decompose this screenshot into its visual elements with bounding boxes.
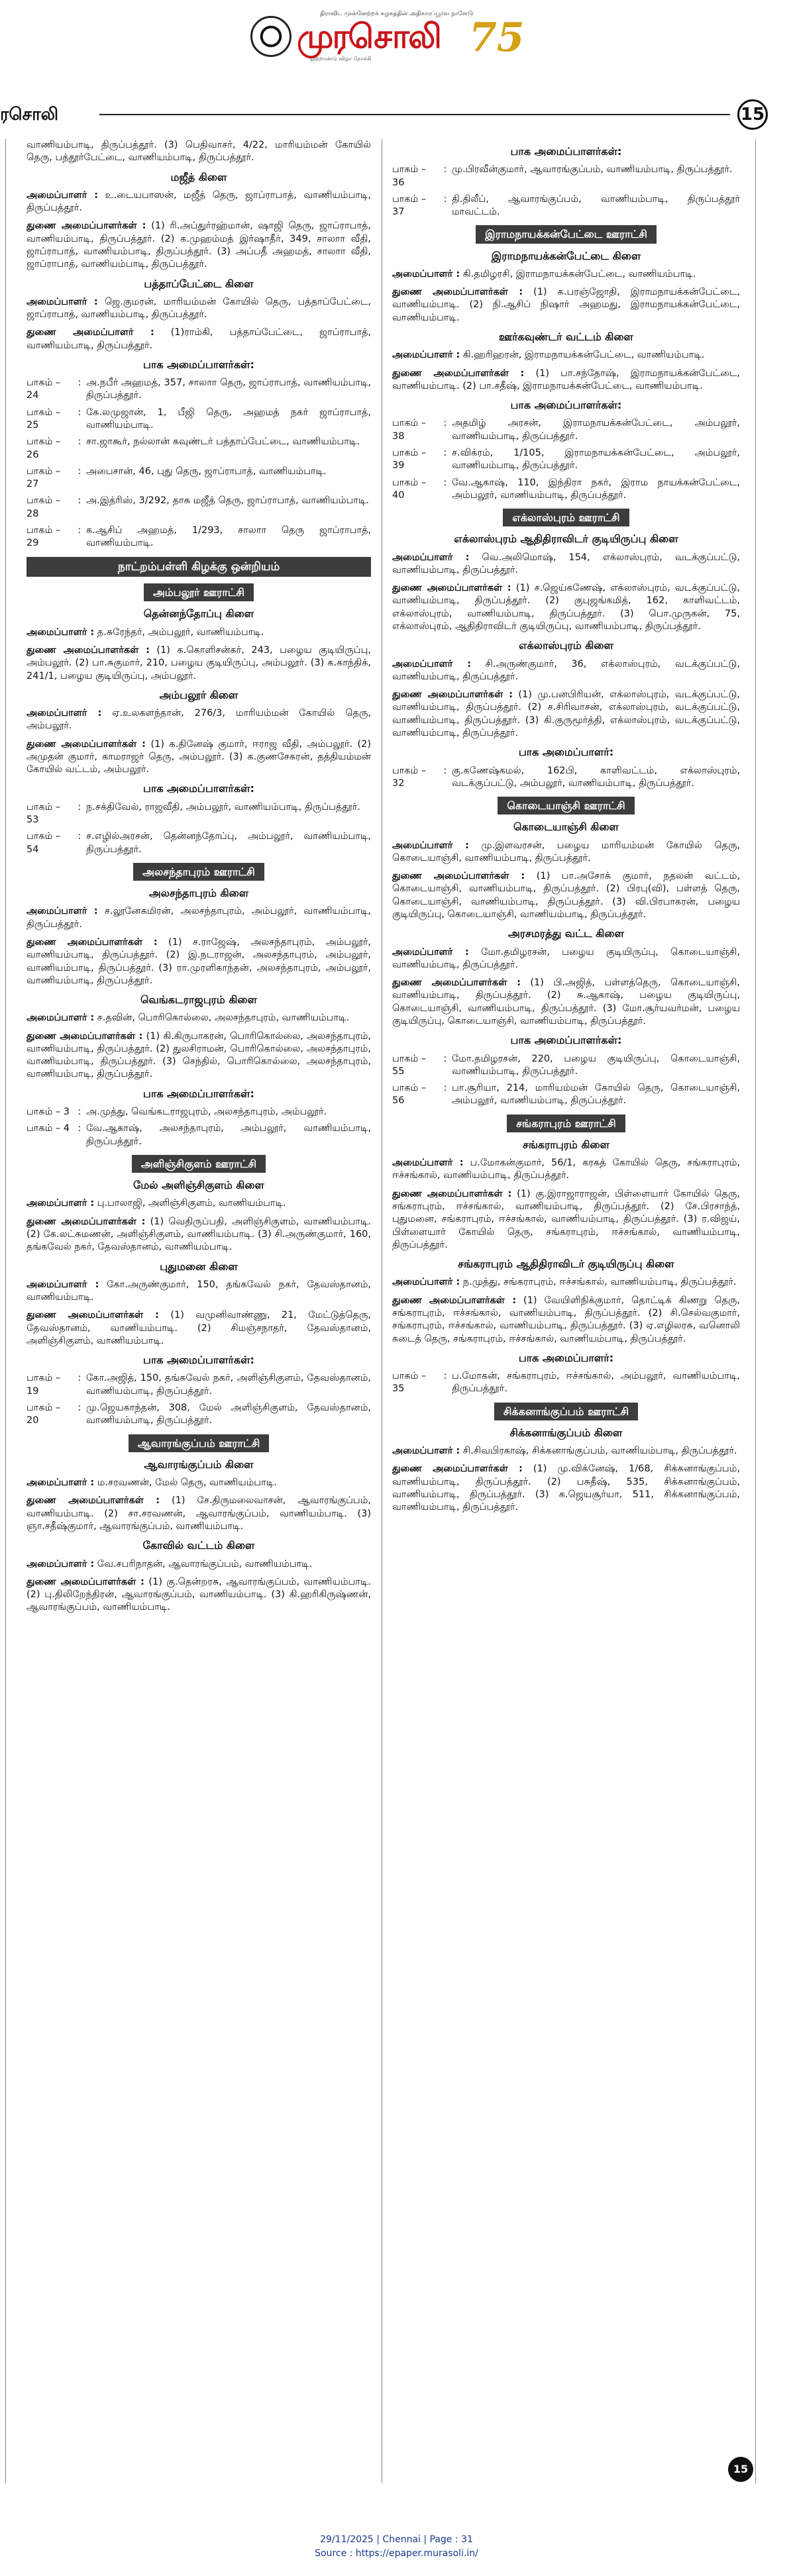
paragraph: அமைப்பாளர் : கி.ஹரிஹரன், இராமநாயக்கன்பேட்டை, வாணியம்பாடி. [392, 350, 705, 361]
paragraph: துணை அமைப்பாளர்கள் : (1) வமுனிவாண்ணு, 21, மேட்டுத்தெரு, தேவஸ்தானம், வாணியம்பாடி. (2) சிமஞ்சநாதர், தேவஸ்தானம், அளிஞ்சிகுளம், வாணியம்பாடி. [26, 1310, 371, 1346]
paragraph: அமைப்பாளர் : கோ.அருண்குமார், 150, தங்கவேல் நகர், தேவஸ்தானம், வாணியம்பாடி. [26, 1279, 371, 1303]
footer [0, 2533, 793, 2561]
branch-heading: கோவில் வட்டம் கிளை [142, 1539, 255, 1552]
paragraph: அமைப்பாளர் : ப.மோகன்குமார், 56/1, கரகத் கோயில் தெரு, சங்கராபுரம், ஈச்சங்கால், வாணியம்பாடி, திருப்பத்தூர். [392, 1158, 740, 1181]
panchayat-heading: அளிஞ்சிகுளம் ஊராட்சி [132, 1155, 266, 1173]
paragraph: அமைப்பாளர் : சி.சிவபிரகாஷ், சிக்கனாங்குப்பம், வாணியம்பாடி, திருப்பத்தூர். [392, 1446, 737, 1457]
list-item: பாகம் – 39 : ச.விக்ரம், 1/105, இராமநாயக்கன்பேட்டை, அம்பலூர், வாணியம்பாடி, திருப்பத்தூர். [392, 447, 740, 471]
booth-heading: பாக அமைப்பாளர்கள்: [143, 1354, 254, 1367]
branch-heading: வெங்கடராஜபுரம் கிளை [140, 993, 258, 1007]
paragraph: துணை அமைப்பாளர்கள் : (1) பா.அசோக் குமார், நதலன் வட்டம், கொடையாஞ்சி, வாணியம்பாடி, திருப்பத்தூர். (2) பிரபு(வி), பள்ளத் தெரு, கொடையாஞ்சி, வாணியம்பாடி, திருப்பத்தூர். (3) வி.பிரபாகரன், பழைய குடியிருப்பு, கொடையாஞ்சி, வாணியம்பாடி, திருப்பத்தூர். [392, 871, 740, 920]
paragraph: துணை அமைப்பாளர்கள் : (1) மு.பனபிரியன், எக்லாஸ்புரம், வடக்குப்பட்டு, வாணியம்பாடி, திருப்பத்தூர். (2) ச.சிரிவாசன், எக்லாஸ்புரம், வடக்குப்பட்டு, வாணியம்பாடி, திருப்பத்தூர். (3) கி.குருமூர்த்தி, எக்லாஸ்புரம், வடக்குப்பட்டு, வாணியம்பாடி, திருப்பத்தூர். [392, 689, 740, 738]
header-rule [99, 114, 730, 115]
branch-heading: மஜீத் கிளை [170, 170, 227, 183]
paragraph: அமைப்பாளர் : வெ.அலிமொஷ், 154, எக்லாஸ்புரம், வடக்குப்பட்டு, வாணியம்பாடி, திருப்பத்தூர். [392, 552, 740, 575]
masthead-tagline: திராவிட முன்னேற்றக் கழகத்தின் அதிகாரப்பூர்வ நாளேடு [319, 11, 474, 17]
paragraph: துணை அமைப்பாளர்கள் : (1) பி.அஜித், பள்ளத்தெரு, கொடையாஞ்சி, வாணியம்பாடி, திருப்பத்தூர். (2) சு.ஆகாஷ், பழைய குடியிருப்பு, கொடையாஞ்சி, வாணியம்பாடி, திருப்பத்தூர். (3) மோ.சூர்யவர்மன், பழைய குடியிருப்பு, கொடையாஞ்சி, வாணியம்பாடி, திருப்பத்தூர். [392, 977, 740, 1026]
list-item: பாகம் – 35 : ப.மோகன், சங்கராபுரம், ஈச்சங்கால், அம்பலூர், வாணியம்பாடி, திருப்பத்தூர். [392, 1371, 740, 1395]
list-item: பாகம் – 19 : கோ.அஜித், 150, தங்கவேல் நகர், அளிஞ்சிகுளம், தேவஸ்தானம், வாணியம்பாடி, திருப்பத்தூர். [26, 1373, 371, 1397]
list-item: பாகம் – 26 : சா.ஜாகூர், நல்லான் கவுண்டர் பத்தாப்பேட்டை, வாணியம்பாடி. [26, 436, 360, 460]
panchayat-heading: கொடையாஞ்சி ஊராட்சி [498, 797, 634, 815]
list-item: பாகம் – 37 : தி.திலீப், ஆவாரங்குப்பம், வாணியம்பாடி, திருப்பத்தூர் மாவட்டம். [392, 193, 740, 218]
list-item: பாகம் – 20 : மு.ஜெயகாந்தன், 308, மேல் அளிஞ்சிகுளம், தேவஸ்தானம், வாணியம்பாடி, திருப்பத்தூர். [26, 1403, 371, 1426]
branch-heading: ஆவாரங்குப்பம் கிளை [144, 1458, 254, 1471]
list-item: பாகம் – 40 : வே.ஆகாஷ், 110, இந்திரா நகர், இராம நாயக்கன்பேட்டை, அம்பலூர், வாணியம்பாடி, திருப்பத்தூர். [392, 477, 740, 501]
branch-heading: அலசந்தாபுரம் கிளை [148, 887, 249, 900]
footer-date-line: 29/11/2025 | Chennai | Page : 31 [320, 2534, 473, 2545]
masthead [0, 0, 793, 73]
paragraph: துணை அமைப்பாளர்கள் : (1) ச.ஜெய்கணேஷ், எக்லாஸ்புரம், வடக்குப்பட்டு, வாணியம்பாடி, திருப்பத்தூர். (2) குபுஜங்கமித், 162, காளிவட்டம், எக்லாஸ்புரம், வாணியம்பாடி, திருப்பத்தூர். (3) பொ.முருகன், 75, எக்லாஸ்புரம், ஆதிதிராவிடர் குடியிருப்பு, வாணியம்பாடி, திருப்பத்தூர். [392, 583, 740, 632]
list-item: பாகம் – 32 : கு.கணேஷ்கமல், 162பி, காளிவட்டம், எக்லாஸ்புரம், வடக்குப்பட்டு, அம்பலூர், வாணியம்பாடி, திருப்பத்தூர். [392, 765, 740, 789]
anniversary-badge: 75 [469, 15, 525, 61]
branch-heading: அரசமரத்து வட்ட கிளை [508, 927, 624, 940]
paragraph: அமைப்பாளர் : வே.சபரிநாதன், ஆவாரங்குப்பம், வாணியம்பாடி. [26, 1558, 313, 1569]
branch-heading: அம்பலூர் கிளை [159, 688, 238, 701]
paragraph: வாணியம்பாடி, திருப்பத்தூர். (3) பெதிவாசர், 4/22, மாரியம்மன் கோயில் தெரு, பத்தூர்பேட்டை, வாணியம்பாடி, திருப்பத்தூர். [26, 140, 371, 164]
list-item: பாகம் – 56 : பா.சூரியா, 214, மாரியம்மன் கோயில் தெரு, கொடையாஞ்சி, அம்பலூர், வாணியம்பாடி, திருப்பத்தூர். [392, 1083, 740, 1107]
page-number: 15 [737, 99, 768, 130]
branch-heading: கொடையாஞ்சி கிளை [513, 820, 619, 834]
panchayat-heading: இராமநாயக்கன்பேட்டை ஊராட்சி [476, 225, 657, 243]
paragraph: அமைப்பாளர் : மு.இளவரசன், பழைய மாரியம்மன் கோயில் தெரு, கொடையாஞ்சி, வாணியம்பாடி, திருப்பத்தூர். [392, 840, 740, 864]
logo-text: முரசொலி [297, 17, 441, 56]
booth-heading: பாக அமைப்பாளர்கள்: [143, 782, 254, 795]
list-item: பாகம் – 55 : மோ.தமிழரசன், 220, பழைய குடியிருப்பு, கொடையாஞ்சி, வாணியம்பாடி, திருப்பத்தூர். [392, 1053, 740, 1077]
paragraph: அமைப்பாளர் : மோ.தமிழரசன், பழைய குடியிருப்பு, கொடையாஞ்சி, வாணியம்பாடி, திருப்பத்தூர். [392, 946, 740, 970]
paragraph: அமைப்பாளர் : பு.பாலாஜி, அளிஞ்சிகுளம், வாணியம்பாடி. [26, 1198, 286, 1209]
paragraph: அமைப்பாளர் : ஜெ.குமரன், மாரியம்மன் கோயில் தெரு, பத்தாப்பேட்டை, ஜாப்ராபாத், வாணியம்பாடி, திருப்பத்தூர். [26, 296, 371, 321]
end-page-number: 15 [728, 2457, 753, 2482]
booth-heading: பாக அமைப்பாளர்கள்: [510, 399, 622, 412]
paper-name: ரசொலி [0, 105, 59, 124]
booth-heading: பாக அமைப்பாளர்கள்: [510, 1034, 622, 1047]
paragraph: அமைப்பாளர் : கி.தமிழரசி, இராமநாயக்கன்பேட்டை, வாணியம்பாடி. [392, 268, 696, 279]
list-item: பாகம் – 25 : கே.லமுஜான், 1, பீஜி தெரு, அஹமத் நகர் ஜாப்ராபாத், வாணியம்பாடி. [26, 407, 371, 431]
list-item: பாகம் – 27 : அபைசான், 46, புது தெரு, ஜாப்ராபாத், வாணியம்பாடி. [26, 466, 327, 490]
paragraph: அமைப்பாளர் : ந.முத்து, சங்கராபுரம், ஈச்சங்கால், வாணியம்பாடி, திருப்பத்தூர். [392, 1277, 737, 1288]
panchayat-heading: அம்பலூர் ஊராட்சி [144, 583, 254, 601]
branch-heading: பத்தாப்பேட்டை கிளை [144, 277, 254, 290]
paragraph: அமைப்பாளர் : த.சுரேந்தர், அம்பலூர், வாணியம்பாடி. [26, 626, 264, 638]
paragraph: துணை அமைப்பாளர்கள் : (1) கு.தென்றரசு, ஆவாரங்குப்பம், வாணியம்பாடி. (2) பு.திலிறேந்திரன், ஆவாரங்குப்பம், வாணியம்பாடி. (3) கி.ஹரிகிருஷ்ணன், ஆவாரங்குப்பம், வாணியம்பாடி. [26, 1576, 371, 1613]
footer-source-link[interactable]: Source : https://epaper.murasoli.in/ [315, 2548, 478, 2559]
branch-heading: சிக்கனாங்குப்பம் கிளை [509, 1426, 623, 1439]
list-item: பாகம் – 36 : மு.பிரவீன்குமார், ஆவாரங்குப்பம், வாணியம்பாடி, திருப்பத்தூர். [392, 164, 733, 188]
booth-heading: பாக அமைப்பாளர்கள்: [510, 145, 622, 158]
paragraph: துணை அமைப்பாளர்கள் : (1) வெதிருப்பதி, அளிஞ்சிகுளம், வாணியம்பாடி. (2) கே.லட்சுமணன், அளிஞ்சிகுளம், வாணியம்பாடி. (3) சி.அருண்குமார், 160, தங்கவேல் நகர், தேவஸ்தானம், வாணியம்பாடி. [26, 1216, 371, 1253]
booth-heading: பாக அமைப்பாளர்கள்: [143, 358, 254, 371]
rising-sun-icon [250, 16, 291, 57]
page-header-bar [0, 99, 793, 128]
masthead-sub: நூற்றாண்டு விழா நோக்கி [310, 56, 372, 62]
list-item: பாகம் – 28 : அ.இத்ரிஸ், 3/292, தாசு மஜீத் தெரு, ஜாப்ராபாத், வாணியம்பாடி. [26, 495, 370, 519]
paragraph: அமைப்பாளர் : ச.லூனேகமிரன், அலசந்தாபுரம், அம்பலூர், வாணியம்பாடி, திருப்பத்தூர். [26, 906, 371, 930]
left-column [26, 139, 371, 1620]
paragraph: துணை அமைப்பாளர்கள் : (1) க.பரஞ்ஜோதி, இராமநாயக்கன்பேட்டை, வாணியம்பாடி. (2) நி.ஆசிப் நிஷார் அஹமது, இராமநாயக்கன்பேட்டை, வாணியம்பாடி. [392, 287, 740, 323]
union-heading: நாட்றம்பள்ளி கிழக்கு ஒன்றியம் [26, 557, 371, 577]
paragraph: துணை அமைப்பாளர் : (1)ராம்கி, பத்தாப்பேட்டை, ஜாப்ராபாத், வாணியம்பாடி, திருப்பத்தூர். [26, 327, 371, 351]
paragraph: துணை அமைப்பாளர்கள் : (1) கி.கிருபாகரன், பொரிகொல்லை, அலசந்தாபுரம், வாணியம்பாடி, திருப்பத்தூர். (2) துலசிராமன், பொரிகொல்லை, அலசந்தாபுரம், வாணியம்பாடி, திருப்பத்தூர். (3) செந்தில், பொரிகொல்லை, அலசந்தாபுரம், வாணியம்பாடி, திருப்பத்தூர். [26, 1030, 371, 1080]
article-body [0, 139, 793, 2483]
branch-heading: இராமநாயக்கன்பேட்டை கிளை [491, 249, 641, 262]
paragraph: அமைப்பாளர் : ம.சரவணன், மேல் தெரு, வாணியம்பாடி. [26, 1477, 277, 1489]
panchayat-heading: எக்லாஸ்புரம் ஊராட்சி [503, 509, 629, 526]
masthead-logo [250, 15, 542, 69]
booth-heading: பாக அமைப்பாளர்கள்: [143, 1087, 254, 1100]
panchayat-heading: அலசந்தாபுரம் ஊராட்சி [133, 863, 264, 881]
branch-heading: தென்னந்தோப்பு கிளை [143, 607, 254, 620]
paragraph: துணை அமைப்பாளர்கள் : (1) சே.திருமலைவாசன், ஆவாரங்குப்பம், வாணியம்பாடி. (2) சா.சரவணன், ஆவாரங்குப்பம், வாணியம்பாடி. (3) ஞா.சதீஷ்குமார், ஆவாரங்குப்பம், வாணியம்பாடி. [26, 1495, 371, 1532]
booth-heading: பாக அமைப்பாளர்: [518, 1351, 614, 1364]
branch-heading: மேல் அளிஞ்சிகுளம் கிளை [133, 1179, 264, 1192]
panchayat-heading: சிக்கனாங்குப்பம் ஊராட்சி [494, 1403, 638, 1420]
paragraph: துணை அமைப்பாளர்கள் : (1) ரி.அப்துர்ரஹ்மான், ஷாஜி தெரு, ஜாப்ராபாத், வாணியம்பாடி, திருப்பத்தூர். (2) க.முஹம்மத் இர்ஷாதீர், 349, சாலாா வீதி, ஜாப்ராபாத், வாணியம்பாடி, திருப்பத்தூர். (3) அப்பதீ அஹமத், சாலாா வீதி, ஜாப்ராபாத், வாணியம்பாடி, திருப்பத்தூர். [26, 221, 371, 270]
paragraph: அமைப்பாளர் : சி.அருண்குமார், 36, எக்லாஸ்புரம், வடக்குப்பட்டு, வாணியம்பாடி, திருப்பத்தூர். [392, 658, 740, 682]
paragraph: துணை அமைப்பாளர்கள் : (1) க.கொளிசன்கர், 243, பழைய குடியிருப்பு, அம்பலூர். (2) பா.சுகுமார், 210, பழைய குடியிருப்பு, அம்பலூர். (3) க.காந்திக், 241/1, பழைய குடியிருப்பு, அம்பலூர். [26, 644, 371, 681]
panchayat-heading: சங்கராபுரம் ஊராட்சி [507, 1115, 625, 1132]
paragraph: அமைப்பாளர் : ஏ.உலகளந்தான், 276/3, மாரியம்மன் கோயில் தெரு, அம்பலூர். [26, 708, 371, 732]
list-item: பாகம் – 38 : அதமிழ் அரசன், இராமநாயக்கன்பேட்டை, அம்பலூர், வாணியம்பாடி, திருப்பத்தூர். [392, 418, 740, 442]
panchayat-heading: ஆவாரங்குப்பம் ஊராட்சி [129, 1434, 270, 1452]
list-item: பாகம் – 53 : ந.சக்திவேல், ராஜவீதி, அம்பலூர், வாணியம்பாடி, திருப்பத்தூர். [26, 801, 360, 826]
paragraph: துணை அமைப்பாளர்கள் : (1) பா.சந்தோஷ், இராமநாயக்கன்பேட்டை, வாணியம்பாடி. (2) பா.சதீஷ், இராமநாயக்கன்பேட்டை, வாணியம்பாடி. [392, 368, 740, 391]
branch-heading: எக்லாஸ்புரம் கிளை [519, 639, 613, 652]
list-item: பாகம் – 3 : அ.முத்து, வெங்கடராஜபுரம், அலசந்தாபுரம், அம்பலூர். [26, 1107, 327, 1118]
paragraph: அமைப்பாளர் : உ.டையபாஸன், மஜீத் தெரு, ஜாப்ராபாத், வாணியம்பாடி, திருப்பத்தூர். [26, 189, 371, 214]
list-item: பாகம் – 54 : ச.எழில்அரசன், தென்னந்தோப்பு, அம்பலூர், வாணியம்பாடி, திருப்பத்தூர். [26, 831, 371, 855]
branch-heading: புதுமனை கிளை [160, 1260, 238, 1273]
branch-heading: எக்லாஸ்புரம் ஆதிதிராவிடர் குடியிருப்பு கிளை [454, 532, 678, 546]
branch-heading: சங்கராபுரம் ஆதிதிராவிடர் குடியிருப்பு கிளை [458, 1258, 674, 1271]
branch-heading: சங்கராபுரம் கிளை [522, 1138, 610, 1151]
booth-heading: பாக அமைப்பாளர்: [518, 746, 614, 759]
paragraph: துணை அமைப்பாளர்கள் : (1) கு.இராஜாராஜன், பிள்ளையார் கோயில் தெரு, சங்கராபுரம், ஈச்சங்கால், வாணியம்பாடி, திருப்பத்தூர். (2) சே.பிரசாந்த், புதுமனை, சங்கராபுரம், ஈச்சங்கால், வாணியம்பாடி, திருப்பத்தூர். (3) ர.விஜய், பிள்ளையார் கோயில் தெரு, சங்கராபுரம், ஈச்சங்கால், வாணியம்பாடி, திருப்பத்தூர். [392, 1188, 740, 1250]
paragraph: துணை அமைப்பாளர்கள் : (1) மு.விக்னேஷ், 1/68, சிக்கனாங்குப்பம், வாணியம்பாடி, திருப்பத்தூர். (2) பசுதீஷ், 535, சிக்கனாங்குப்பம், வாணியம்பாடி, திருப்பத்தூர். (3) க.ஜெயசூர்யா, 511, சிக்கனாங்குப்பம், வாணியம்பாடி, திருப்பத்தூர். [392, 1463, 740, 1513]
list-item: பாகம் – 4 : வே.ஆகாஷ், அலசந்தாபுரம், அம்பலூர், வாணியம்பாடி, திருப்பத்தூர். [26, 1123, 371, 1147]
column-divider [5, 139, 6, 2483]
list-item: பாகம் – 29 : க.ஆசிப் அஹமத், 1/293, சாலாா தெரு ஜாப்ராபாத், வாணியம்பாடி. [26, 524, 371, 549]
branch-heading: ஊர்கவுண்டர் வட்டம் கிளை [499, 330, 633, 344]
column-divider [755, 139, 756, 2483]
paragraph: துணை அமைப்பாளர்கள் : (1) வேயிளிநிக்குமார், தொட்டிக் கிணறு தெரு, சங்கராபுரம், ஈச்சங்கால், வாணியம்பாடி, திருப்பத்தூர். (2) சி.செல்வகுமார், சங்கராபுரம், ஈச்சங்கால், வாணியம்பாடி, திருப்பத்தூர். (3) ஏ.எழிலரசு, வனொலி கடைத் தெரு, சங்கராபுரம், ஈச்சங்கால், வாணியம்பாடி, திருப்பத்தூர். [392, 1295, 740, 1344]
list-item: பாகம் – 24 : அ.நபீர் அஹமத், 357, சாலாா தெரு, ஜாப்ராபாத், வாணியம்பாடி, திருப்பத்தூர். [26, 377, 371, 401]
paragraph: துணை அமைப்பாளர்கள் : (1) ச.ராஜேஷ், அலசந்தாபுரம், அம்பலூர், வாணியம்பாடி, திருப்பத்தூர். (2) இ.நடராஜன், அலசந்தாபுரம், அம்பலூர், வாணியம்பாடி, திருப்பத்தூர். (3) ரா.முரளிகாந்தன், அலசந்தாபுரம், அம்பலூர், வாணியம்பாடி, திருப்பத்தூர். [26, 936, 372, 986]
paragraph: அமைப்பாளர் : ச.தவின், பொரிகொல்லை, அலசந்தாபுரம், வாணியம்பாடி. [26, 1013, 350, 1024]
right-column [392, 139, 740, 1520]
paragraph: துணை அமைப்பாளர்கள் : (1) க.தினேஷ் குமார், ஈராஜ வீதி, அம்பலூர். (2) அமுதன் குமார், காமராஜர் தெரு, அம்பலூர். (3) க.குணசேகரன், தத்தியம்மன் கோயில் வட்டம், அம்பலூர். [26, 738, 372, 775]
